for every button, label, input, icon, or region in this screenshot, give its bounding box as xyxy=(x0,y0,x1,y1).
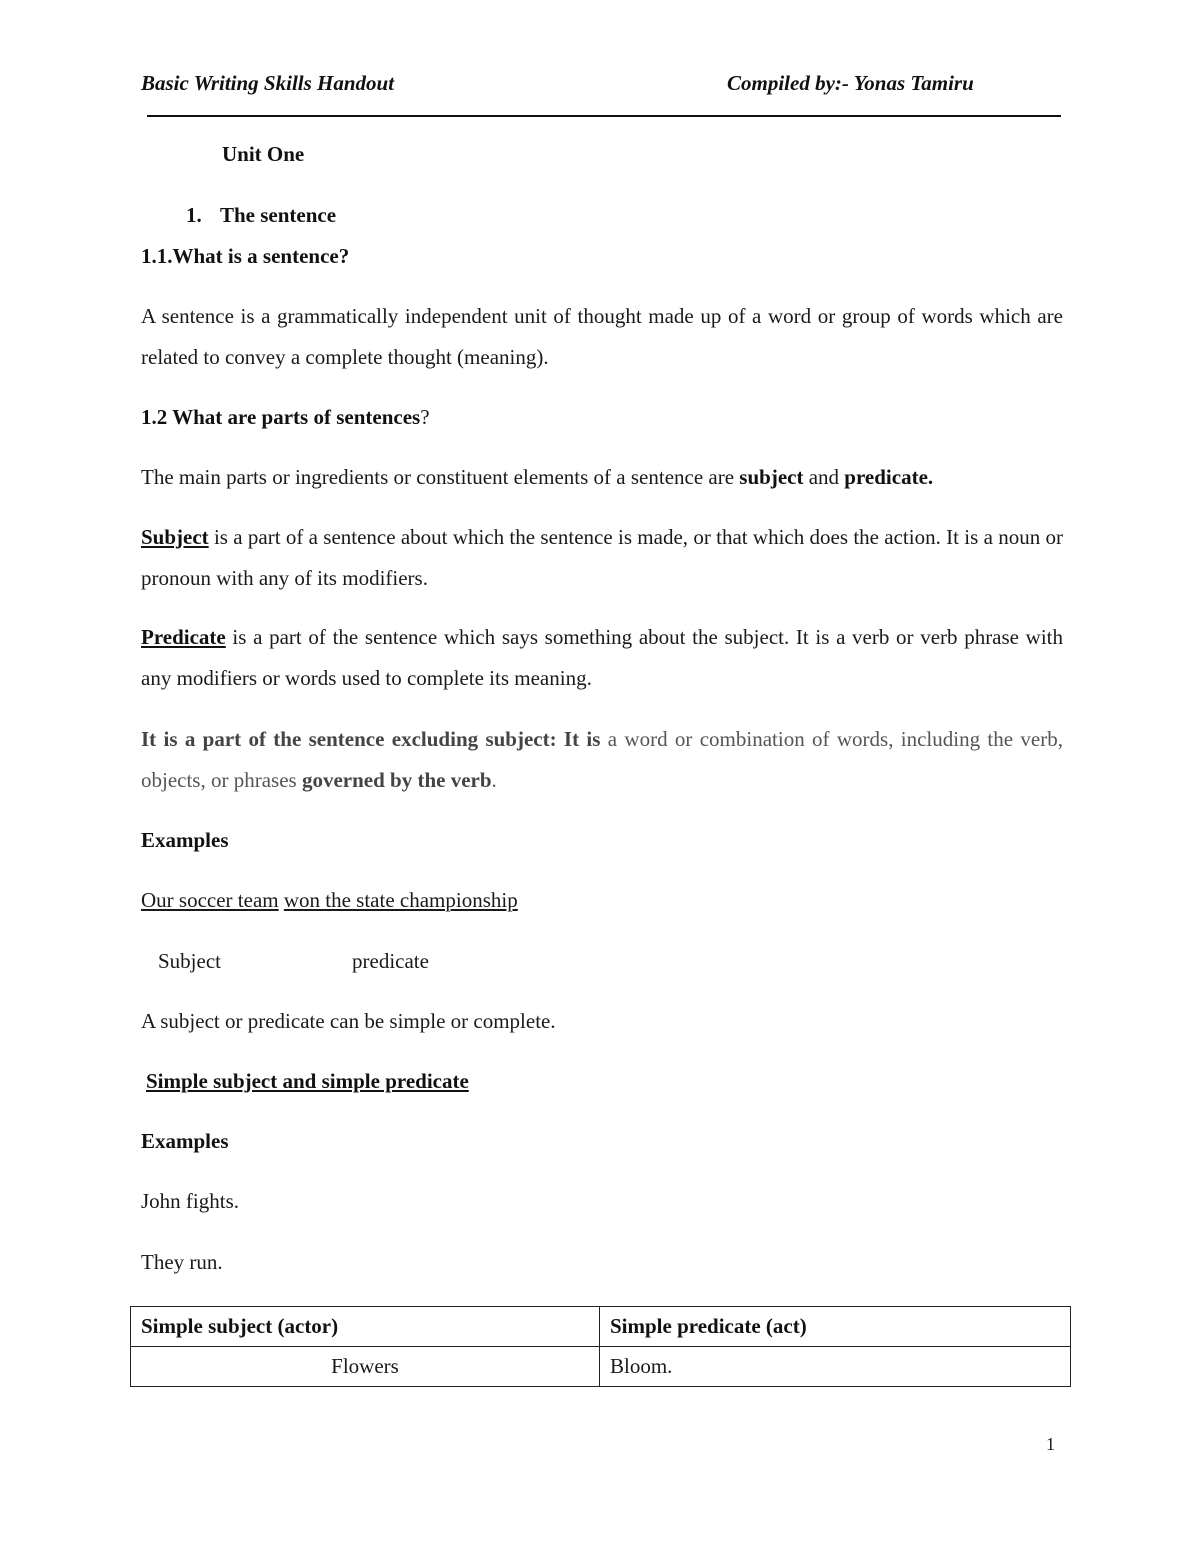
header-title: Basic Writing Skills Handout xyxy=(141,71,395,95)
predicate-extra-text-1: a word or combination of words, including the verb, objects, or phrases xyxy=(141,727,1063,792)
example-subject: Our soccer team xyxy=(141,888,279,912)
examples-label-1: Examples xyxy=(141,828,229,852)
predicate-extra-text-2: . xyxy=(491,768,497,792)
table-cell-subject: Flowers xyxy=(131,1347,600,1387)
main-parts-and: and xyxy=(803,465,845,489)
subsection-heading-1-1: 1.1.What is a sentence? xyxy=(141,244,350,268)
subject-term: Subject xyxy=(141,525,209,549)
sentence-definition: A sentence is a grammatically independent unit of thought made up of a word or group of words which are related to convey a complete thought (meaning). xyxy=(141,304,1063,369)
predicate-definition xyxy=(141,617,1063,699)
example-predicate-label: predicate xyxy=(352,949,429,973)
predicate-extra-bold-2: governed by the verb xyxy=(301,768,492,792)
example-sentence xyxy=(141,888,518,913)
examples-label-2: Examples xyxy=(141,1129,229,1153)
simple-heading: Simple subject and simple predicate xyxy=(146,1069,469,1093)
section-number: 1. xyxy=(186,203,202,227)
example-2: They run. xyxy=(141,1250,223,1274)
table-row xyxy=(131,1347,1071,1387)
main-parts-predicate: predicate. xyxy=(844,465,934,489)
subject-definition xyxy=(141,517,1063,599)
table-cell-predicate: Bloom. xyxy=(600,1347,1071,1387)
predicate-definition-text: is a part of the sentence which says something about the subject. It is a verb or verb phrase with any modifiers or words used to complete its meaning. xyxy=(141,625,1063,690)
example-subject-label: Subject xyxy=(158,949,221,973)
subject-definition-text: is a part of a sentence about which the sentence is made, or that which does the action. It is a noun or pronoun with any of its modifiers. xyxy=(141,525,1063,590)
predicate-extra xyxy=(141,719,1063,801)
main-parts-text: The main parts or ingredients or constituent elements of a sentence are xyxy=(141,465,740,489)
example-predicate: won the state championship xyxy=(283,888,518,912)
section-title: The sentence xyxy=(220,203,337,227)
header-author: Compiled by:- Yonas Tamiru xyxy=(727,71,974,95)
header-divider xyxy=(147,115,1061,117)
page-number: 1 xyxy=(1046,1434,1055,1454)
main-parts-paragraph xyxy=(141,465,933,490)
simple-subject-predicate-table xyxy=(130,1306,1071,1387)
subsection-heading-1-2-text: 1.2 What are parts of sentences xyxy=(141,405,421,429)
predicate-term: Predicate xyxy=(141,625,226,649)
table-header-predicate: Simple predicate (act) xyxy=(600,1307,1071,1347)
example-1: John fights. xyxy=(141,1189,240,1213)
simple-or-complete: A subject or predicate can be simple or complete. xyxy=(141,1009,556,1033)
unit-title: Unit One xyxy=(222,142,305,166)
table-header-row xyxy=(131,1307,1071,1347)
subsection-heading-1-2-mark: ? xyxy=(420,405,430,429)
main-parts-subject: subject xyxy=(739,465,804,489)
table-header-subject: Simple subject (actor) xyxy=(131,1307,600,1347)
subsection-heading-1-2 xyxy=(141,405,430,430)
predicate-extra-bold-1: It is a part of the sentence excluding subject: It is xyxy=(141,727,601,751)
